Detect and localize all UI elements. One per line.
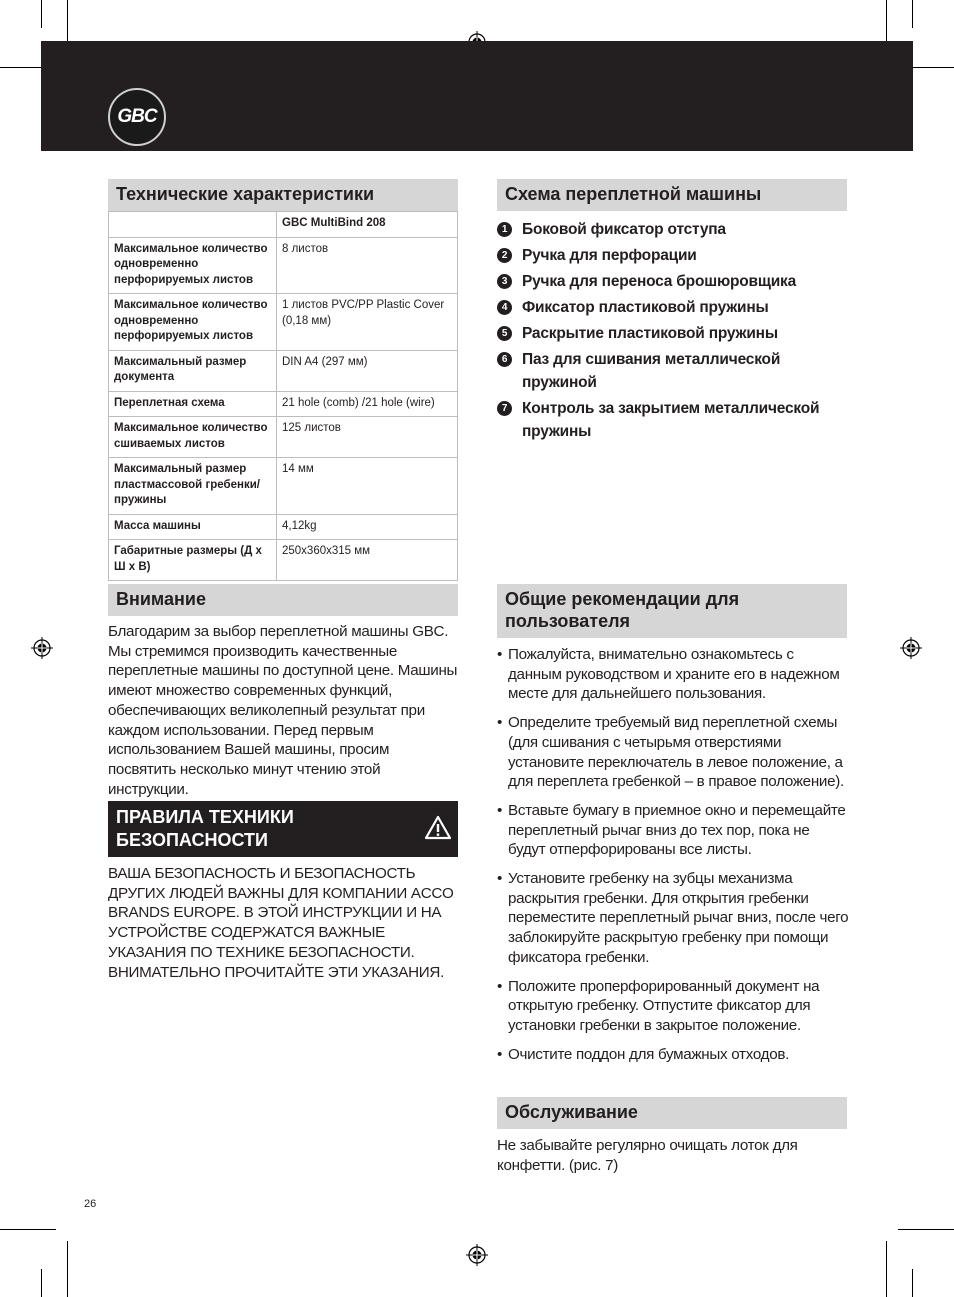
number-badge: 6 (497, 352, 512, 367)
registration-mark-icon (31, 637, 53, 659)
spec-label: Максимальное количество сшиваемых листов (109, 417, 277, 458)
list-item (497, 1045, 849, 1065)
number-badge: 4 (497, 300, 512, 315)
bullet-icon: • (497, 870, 503, 888)
specs-table (108, 211, 458, 581)
table-row (109, 237, 458, 294)
gbc-logo: GBC (108, 88, 166, 146)
attention-text: Благодарим за выбор переплетной машины GBC. Мы стремимся производить качественные переплетные машины по доступной цене. Машины имеют множество современных функций, обеспечивающих великолепный результат при каждом использовании. Перед первым использованием Вашей машины, просим посвятить несколько минут чтению этой инструкции. (108, 623, 458, 798)
list-item (497, 296, 847, 319)
crop-mark (0, 1229, 56, 1230)
list-item (497, 322, 847, 345)
recommendation-text: Определите требуемый вид переплетной схемы (для сшивания с четырьмя отверстиями установите переключатель в левое положение, а для переплета гребенкой – в правое положение). (508, 714, 844, 791)
schema-item-text: Ручка для перфорации (522, 247, 697, 264)
table-row (109, 514, 458, 540)
number-badge: 7 (497, 401, 512, 416)
spec-value: 1 листов PVC/PP Plastic Cover (0,18 мм) (277, 294, 458, 351)
spec-label: Габаритные размеры (Д x Ш x В) (109, 540, 277, 581)
bullet-icon: • (497, 977, 503, 995)
page-number: 26 (84, 1198, 97, 1210)
model-name: GBC MultiBind 208 (277, 212, 458, 238)
table-row (109, 458, 458, 515)
bullet-icon: • (497, 801, 503, 819)
schema-item-text: Ручка для переноса брошюровщика (522, 273, 797, 290)
spec-value: 250x360x315 мм (277, 540, 458, 581)
spec-value: 125 листов (277, 417, 458, 458)
spec-value: 21 hole (comb) /21 hole (wire) (277, 391, 458, 417)
recommendation-text: Установите гребенку на зубцы механизма раскрытия гребенки. Для открытия гребенки переместите переплетный рычаг вниз, после чего заблокируйте раскрытую гребенку при помощи фиксатора гребенки. (508, 870, 849, 966)
recommendations-title (497, 584, 847, 638)
spec-value: 4,12kg (277, 514, 458, 540)
list-item (497, 397, 847, 443)
crop-mark (898, 1229, 954, 1230)
schema-item-text: Контроль за закрытием металлической пружины (522, 400, 820, 440)
spec-label: Максимальное количество одновременно перфорируемых листов (109, 294, 277, 351)
list-item (497, 801, 849, 860)
list-item (497, 218, 847, 241)
schema-list (497, 218, 847, 446)
number-badge: 3 (497, 274, 512, 289)
bullet-icon: • (497, 714, 503, 732)
list-item (497, 869, 849, 968)
header-bar (41, 41, 913, 151)
safety-text: ВАША БЕЗОПАСНОСТЬ И БЕЗОПАСНОСТЬ ДРУГИХ ЛЮДЕЙ ВАЖНЫ ДЛЯ КОМПАНИИ ACCO BRANDS EUROPE. В ЭТОЙ ИНСТРУКЦИИ И НА УСТРОЙСТВЕ СОДЕРЖАТСЯ ВАЖНЫЕ УКАЗАНИЯ ПО ТЕХНИКЕ БЕЗОПАСНОСТИ. ВНИМАТЕЛЬНО ПРОЧИТАЙТЕ ЭТИ УКАЗАНИЯ. (108, 865, 454, 981)
spec-value: 8 листов (277, 237, 458, 294)
recommendation-text: Пожалуйста, внимательно ознакомьтесь с данным руководством и храните его в надежном месте для дальнейшего пользования. (508, 646, 840, 703)
list-item (497, 348, 847, 394)
table-cell (109, 212, 277, 238)
list-item (497, 270, 847, 293)
schema-item-text: Фиксатор пластиковой пружины (522, 299, 769, 316)
list-item (497, 713, 849, 792)
safety-title-line: ПРАВИЛА ТЕХНИКИ (116, 807, 294, 827)
crop-mark (41, 0, 42, 28)
specs-title: Технические характеристики (108, 179, 458, 211)
registration-mark-icon (900, 637, 922, 659)
number-badge: 5 (497, 326, 512, 341)
table-row (109, 540, 458, 581)
recommendation-text: Положите проперфорированный документ на открытую гребенку. Отпустите фиксатор для установки гребенки в закрытое положение. (508, 977, 820, 1034)
spec-label: Переплетная схема (109, 391, 277, 417)
maintenance-title: Обслуживание (497, 1097, 847, 1129)
schema-title: Схема переплетной машины (497, 179, 847, 211)
crop-mark (41, 1269, 42, 1297)
bullet-icon: • (497, 1045, 503, 1063)
safety-title (108, 801, 458, 857)
table-row (109, 294, 458, 351)
list-item (497, 645, 849, 704)
spec-value: 14 мм (277, 458, 458, 515)
number-badge: 2 (497, 248, 512, 263)
registration-mark-icon (466, 1244, 488, 1266)
number-badge: 1 (497, 222, 512, 237)
schema-item-text: Паз для сшивания металлической пружиной (522, 351, 781, 391)
spec-value: DIN A4 (297 мм) (277, 350, 458, 391)
table-row (109, 350, 458, 391)
crop-mark (912, 1269, 913, 1297)
attention-title: Внимание (108, 584, 458, 616)
schema-item-text: Раскрытие пластиковой пружины (522, 325, 778, 342)
table-row (109, 391, 458, 417)
safety-title-line: БЕЗОПАСНОСТИ (116, 830, 268, 850)
recommendations-title-line: пользователя (505, 611, 631, 631)
list-item (497, 244, 847, 267)
warning-icon (424, 815, 452, 840)
spec-label: Максимальное количество одновременно перфорируемых листов (109, 237, 277, 294)
recommendations-title-line: Общие рекомендации для (505, 589, 740, 609)
table-header-row (109, 212, 458, 238)
bullet-icon: • (497, 646, 503, 663)
maintenance-text: Не забывайте регулярно очищать лоток для конфетти. (рис. 7) (497, 1137, 798, 1174)
spec-label: Масса машины (109, 514, 277, 540)
crop-mark (912, 0, 913, 28)
spec-label: Максимальный размер пластмассовой гребенки/ пружины (109, 458, 277, 515)
schema-item-text: Боковой фиксатор отступа (522, 221, 726, 238)
spec-label: Максимальный размер документа (109, 350, 277, 391)
table-row (109, 417, 458, 458)
recommendations-list (497, 645, 849, 1073)
crop-mark (67, 1241, 68, 1297)
crop-mark (886, 1241, 887, 1297)
recommendation-text: Очистите поддон для бумажных отходов. (508, 1045, 790, 1063)
recommendation-text: Вставьте бумагу в приемное окно и перемещайте переплетный рычаг вниз до тех пор, пока не будут отперфорированы все листы. (508, 801, 846, 859)
list-item (497, 977, 849, 1036)
